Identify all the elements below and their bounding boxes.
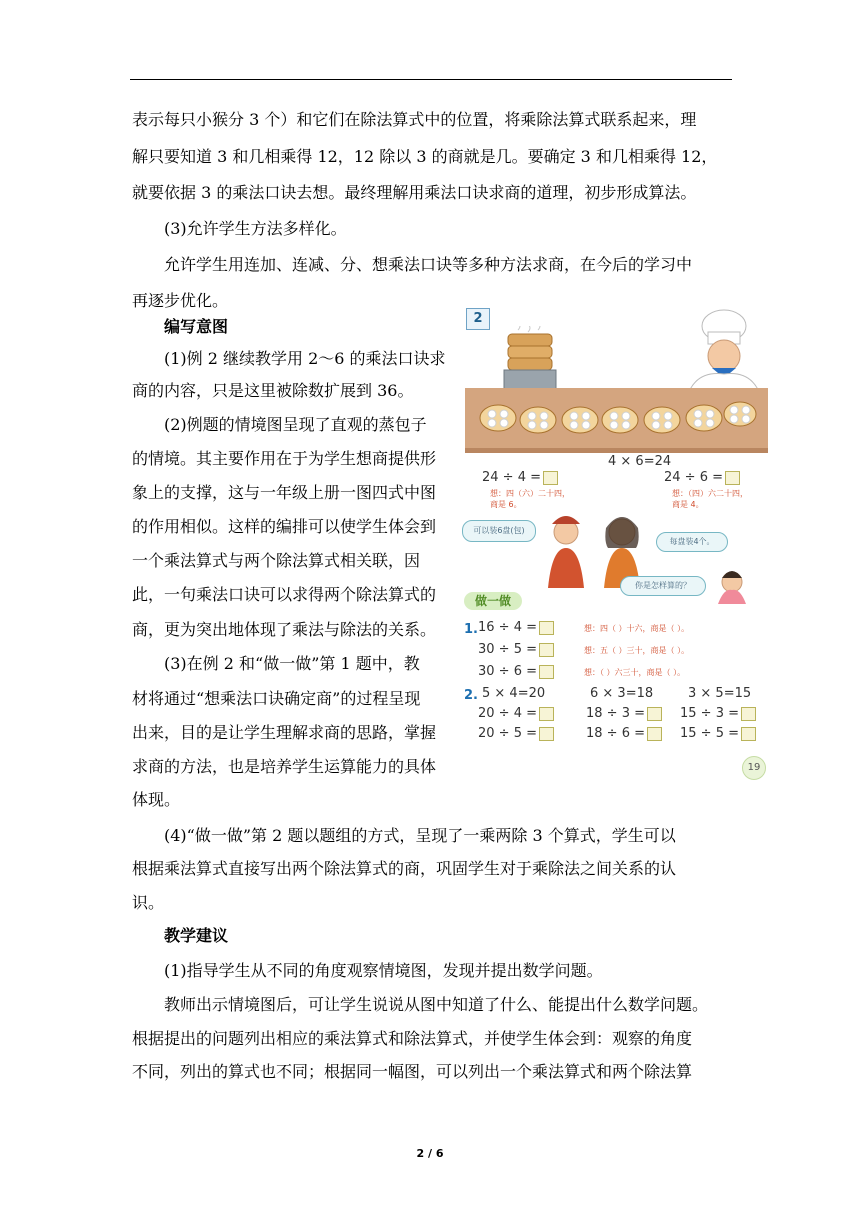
text-line: 的情境。其主要作用在于为学生想商提供形 (132, 449, 437, 468)
division-equation-left (482, 470, 558, 485)
q2-equation (478, 726, 554, 741)
speech-bubble: 每盘装4个。 (656, 532, 728, 552)
page-number: 2 / 6 (416, 1147, 444, 1160)
equation-text: 24 ÷ 4 = (482, 470, 541, 485)
equation-text: 30 ÷ 6 = (478, 664, 537, 679)
answer-box (647, 727, 662, 741)
hint-text: 想：（四）六二十四， (672, 489, 748, 498)
q2-equation (586, 706, 662, 721)
multiplication-equation: 4 × 6=24 (608, 454, 672, 469)
q1-equation (478, 642, 554, 657)
q2-head: 5 × 4=20 (482, 686, 546, 701)
hint-text: 想：（ ）六三十，商是（ ）。 (584, 668, 686, 677)
text-line: (3)允许学生方法多样化。 (164, 219, 347, 238)
q2-equation (680, 726, 756, 741)
section-heading: 教学建议 (164, 926, 229, 945)
division-equation-right (664, 470, 740, 485)
text-line: 解只要知道 3 和几相乘得 12，12 除以 3 的商就是几。要确定 3 和几相乘得 12， (132, 147, 718, 166)
equation-text: 15 ÷ 5 = (680, 726, 739, 741)
text-line: 材将通过“想乘法口诀确定商”的过程呈现 (132, 689, 421, 708)
text-line: 一个乘法算式与两个除法算式相关联，因 (132, 551, 421, 570)
q2-equation (680, 706, 756, 721)
q2-equation (586, 726, 662, 741)
text-line: 象上的支撑，这与一年级上册一图四式中图 (132, 483, 437, 502)
answer-box (539, 621, 554, 635)
answer-box (741, 727, 756, 741)
text-line: 允许学生用连加、连减、分、想乘法口诀等多种方法求商，在今后的学习中 (164, 255, 693, 274)
text-line: 商，更为突出地体现了乘法与除法的关系。 (132, 620, 437, 639)
text-line: 识。 (132, 893, 165, 912)
text-line: (3)在例 2 和“做一做”第 1 题中，教 (164, 654, 420, 673)
text-line: 体现。 (132, 790, 181, 809)
text-line: (4)“做一做”第 2 题以题组的方式，呈现了一乘两除 3 个算式，学生可以 (164, 826, 676, 845)
zuoyizuo-label: 做一做 (464, 592, 522, 610)
answer-box (741, 707, 756, 721)
text-line: (1)例 2 继续教学用 2～6 的乘法口诀求 (164, 349, 446, 368)
text-line: 求商的方法，也是培养学生运算能力的具体 (132, 757, 437, 776)
bun-baskets-illustration (478, 392, 758, 436)
textbook-page-number: 19 (742, 756, 766, 780)
text-line: (2)例题的情境图呈现了直观的蒸包子 (164, 415, 427, 434)
text-line: 出来，目的是让学生理解求商的思路，掌握 (132, 723, 437, 742)
equation-text: 18 ÷ 6 = (586, 726, 645, 741)
equation-text: 20 ÷ 5 = (478, 726, 537, 741)
q2-head: 3 × 5=15 (688, 686, 752, 701)
question-number: 2. (464, 688, 478, 703)
text-line: 商的内容，只是这里被除数扩展到 36。 (132, 381, 414, 400)
text-line: (1)指导学生从不同的角度观察情境图，发现并提出数学问题。 (164, 961, 603, 980)
q1-equation (478, 620, 554, 635)
text-line: 根据乘法算式直接写出两个除法算式的商，巩固学生对于乘除法之间关系的认 (132, 859, 677, 878)
speech-bubble: 你是怎样算的？ (620, 576, 706, 596)
answer-box (539, 707, 554, 721)
answer-box (539, 727, 554, 741)
hint-text: 商是 4。 (672, 500, 704, 509)
example-badge: 2 (466, 308, 490, 330)
header-rule (130, 79, 732, 80)
equation-text: 18 ÷ 3 = (586, 706, 645, 721)
small-girl-illustration (712, 566, 752, 606)
text-line: 根据提出的问题列出相应的乘法算式和除法算式，并使学生体会到：观察的角度 (132, 1029, 693, 1048)
equation-text: 24 ÷ 6 = (664, 470, 723, 485)
hint-text: 想：五（ ）三十，商是（ ）。 (584, 646, 690, 655)
answer-box (725, 471, 740, 485)
steamer-stack-illustration (500, 326, 560, 396)
equation-text: 16 ÷ 4 = (478, 620, 537, 635)
text-line: 表示每只小猴分 3 个）和它们在除法算式中的位置，将乘除法算式联系起来，理 (132, 110, 697, 129)
answer-box (647, 707, 662, 721)
equation-text: 15 ÷ 3 = (680, 706, 739, 721)
question-number: 1. (464, 622, 478, 637)
answer-box (543, 471, 558, 485)
answer-box (539, 643, 554, 657)
q1-equation (478, 664, 554, 679)
text-line: 就要依据 3 的乘法口诀去想。最终理解用乘法口诀求商的道理，初步形成算法。 (132, 183, 697, 202)
text-line: 教师出示情境图后，可让学生说说从图中知道了什么、能提出什么数学问题。 (164, 995, 709, 1014)
speech-bubble: 可以装6盘(包) (462, 520, 536, 542)
text-line: 不同，列出的算式也不同；根据同一幅图，可以列出一个乘法算式和两个除法算 (132, 1062, 693, 1081)
equation-text: 20 ÷ 4 = (478, 706, 537, 721)
text-line: 再逐步优化。 (132, 291, 229, 310)
chef-illustration (678, 308, 770, 400)
text-line: 的作用相似。这样的编排可以使学生体会到 (132, 517, 437, 536)
text-line: 此，一句乘法口诀可以求得两个除法算式的 (132, 585, 437, 604)
textbook-figure (460, 306, 772, 782)
hint-text: 想：四（ ）十六，商是（ ）。 (584, 624, 690, 633)
equation-text: 30 ÷ 5 = (478, 642, 537, 657)
hint-text: 想：四（六）二十四， (490, 489, 570, 498)
table-edge (465, 448, 768, 453)
q2-equation (478, 706, 554, 721)
answer-box (539, 665, 554, 679)
hint-text: 商是 6。 (490, 500, 522, 509)
q2-head: 6 × 3=18 (590, 686, 654, 701)
section-heading: 编写意图 (164, 317, 229, 336)
